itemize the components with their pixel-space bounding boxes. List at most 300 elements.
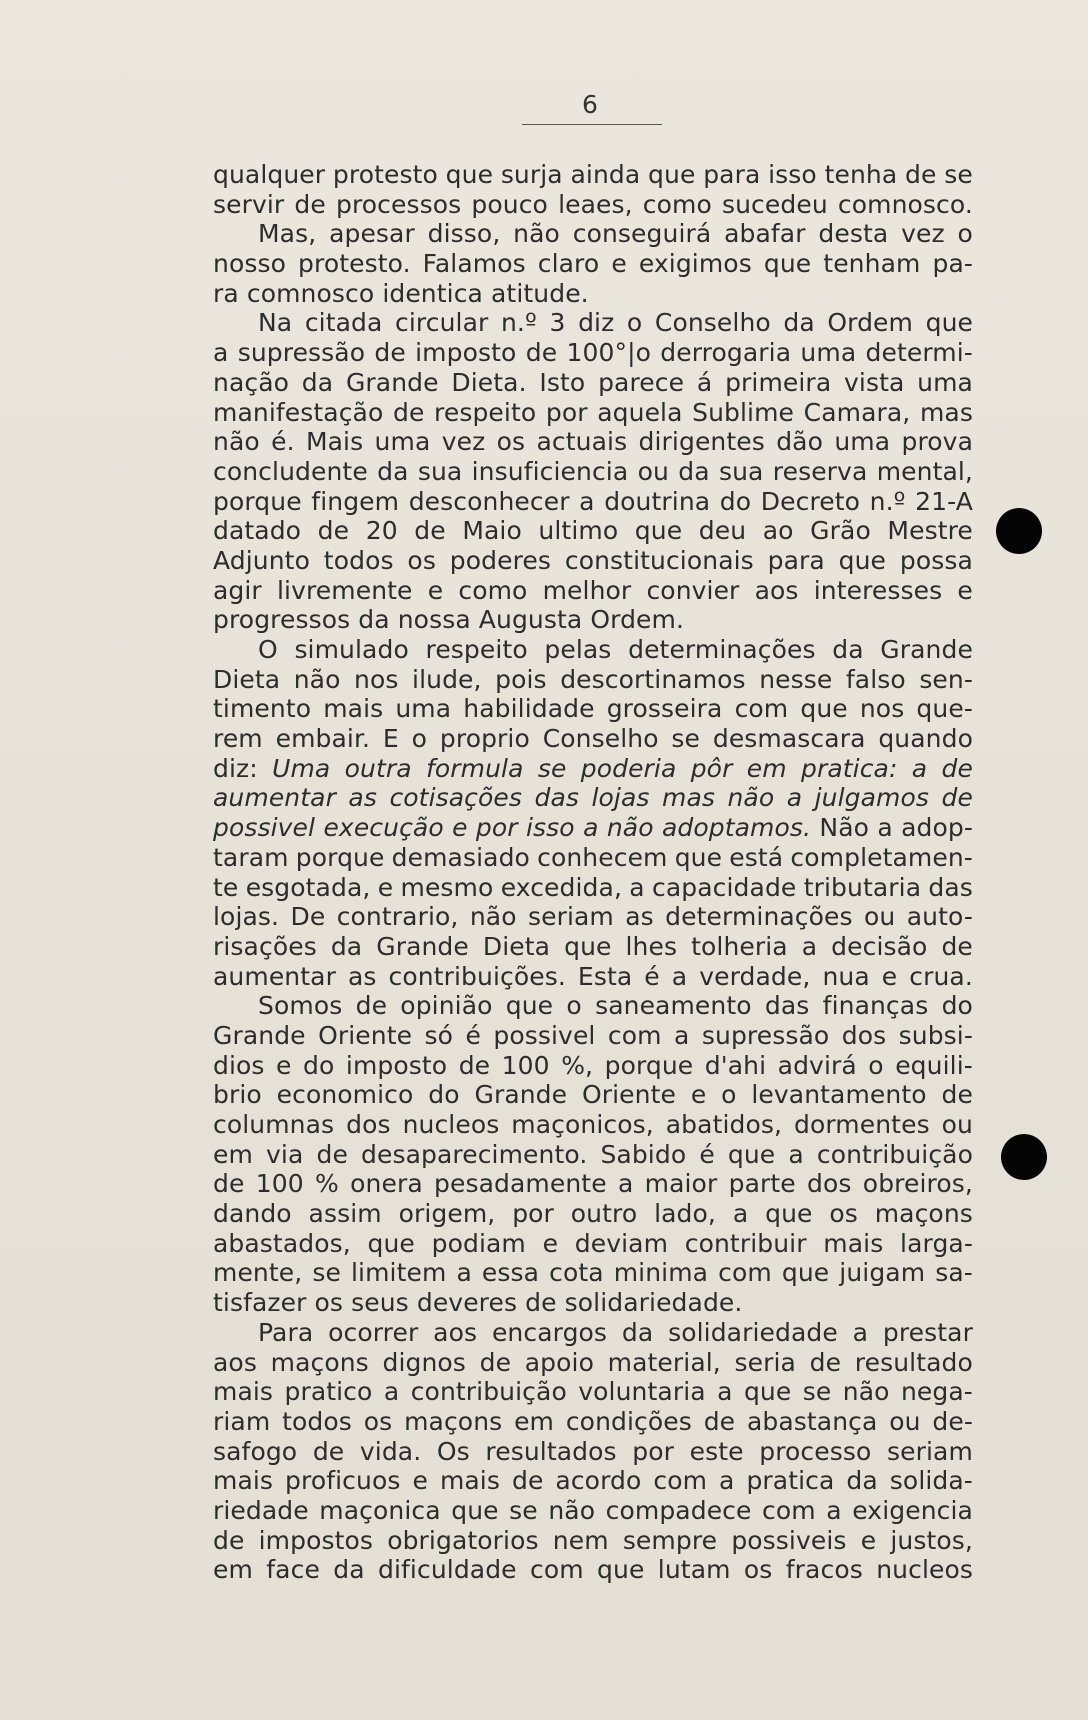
text-word: com bbox=[653, 1466, 708, 1496]
text-word: 100°|o bbox=[566, 338, 651, 368]
text-word: juigam bbox=[839, 1258, 926, 1288]
text-word: obreiros, bbox=[862, 1169, 973, 1199]
text-word: dão bbox=[776, 427, 823, 457]
text-line bbox=[213, 991, 973, 1021]
text-word: de bbox=[392, 397, 425, 427]
text-word: minima bbox=[613, 1258, 709, 1288]
text-word: abastados, bbox=[213, 1228, 351, 1258]
text-word: exigencia bbox=[852, 1495, 973, 1525]
text-word: da bbox=[358, 605, 390, 635]
text-word: 100 bbox=[501, 1050, 550, 1080]
text-line bbox=[213, 1258, 973, 1288]
text-word: proprio bbox=[439, 724, 530, 754]
text-word: esgotada, bbox=[245, 872, 371, 902]
text-word: a bbox=[383, 1377, 400, 1407]
text-word: atitude. bbox=[491, 278, 589, 308]
text-word: a bbox=[719, 1466, 735, 1496]
text-word: maçonicos, bbox=[511, 1110, 654, 1139]
text-word: aquela bbox=[597, 397, 683, 427]
text-word: prestar bbox=[882, 1317, 973, 1347]
text-word: obrigatorios bbox=[387, 1525, 539, 1555]
text-word: de bbox=[374, 338, 406, 368]
text-word: te bbox=[213, 872, 239, 902]
text-word: Ordem bbox=[827, 308, 913, 338]
text-word: contribuir bbox=[684, 1228, 807, 1258]
text-word: possiveis bbox=[731, 1525, 847, 1555]
text-word: pelas bbox=[544, 635, 612, 664]
text-word: e bbox=[542, 1228, 559, 1258]
text-word: que bbox=[743, 1377, 792, 1407]
text-word: de bbox=[294, 189, 326, 219]
text-word: os bbox=[496, 427, 526, 457]
text-line bbox=[213, 1437, 973, 1467]
text-word: simulado bbox=[294, 635, 409, 664]
text-word: sen- bbox=[919, 664, 973, 694]
text-word: das bbox=[764, 991, 810, 1021]
text-word: diz: bbox=[213, 753, 258, 783]
text-word: Adjunto bbox=[213, 545, 310, 575]
text-line bbox=[213, 754, 973, 784]
text-word: Somos bbox=[258, 991, 343, 1021]
text-word: solida- bbox=[889, 1466, 973, 1496]
text-word: justos, bbox=[890, 1525, 973, 1555]
text-word: 21-A bbox=[915, 486, 973, 516]
text-word: datado bbox=[213, 516, 302, 546]
text-line bbox=[213, 1169, 973, 1199]
text-word: ao bbox=[762, 516, 794, 546]
text-word: Dieta bbox=[482, 931, 551, 961]
text-word: apesar bbox=[329, 219, 415, 249]
text-word: condições bbox=[565, 1406, 692, 1436]
text-word: Mas, bbox=[258, 219, 317, 249]
text-word: crua. bbox=[909, 961, 973, 991]
text-word: 3 bbox=[549, 308, 566, 338]
text-word: resultados bbox=[485, 1436, 617, 1466]
text-word: da bbox=[301, 367, 334, 397]
text-word: desta bbox=[818, 219, 889, 249]
text-word: contribuição bbox=[410, 1377, 567, 1407]
text-word: conhecem bbox=[537, 842, 668, 872]
text-word: mas bbox=[662, 783, 715, 813]
text-word: qualquer bbox=[213, 160, 326, 189]
text-word: abatidos, bbox=[665, 1110, 783, 1139]
text-word: vida. bbox=[359, 1436, 422, 1466]
text-word: porque bbox=[604, 1050, 694, 1080]
text-word: habilidade bbox=[463, 694, 595, 724]
text-word: surja bbox=[500, 160, 563, 189]
text-word: Camara, bbox=[803, 397, 911, 427]
text-word: falso bbox=[845, 664, 906, 694]
text-word: columnas bbox=[213, 1110, 335, 1139]
text-word: a bbox=[671, 961, 688, 991]
text-word: o bbox=[957, 219, 973, 249]
text-word: fingem bbox=[311, 486, 400, 516]
text-word: e bbox=[690, 1080, 707, 1110]
text-word: grosseira bbox=[606, 694, 723, 724]
text-word: seria bbox=[734, 1347, 796, 1377]
text-line bbox=[213, 1110, 973, 1140]
text-word: isso bbox=[768, 160, 817, 189]
text-word: formula bbox=[425, 753, 524, 783]
text-word: Os bbox=[436, 1436, 470, 1466]
text-word: ou bbox=[637, 456, 669, 486]
text-word: dignos bbox=[382, 1347, 466, 1377]
text-line bbox=[213, 398, 973, 428]
text-word: se bbox=[802, 1377, 832, 1407]
text-word: impostos bbox=[258, 1525, 374, 1555]
text-word: dificuldade bbox=[378, 1555, 517, 1585]
text-word: lojas bbox=[591, 783, 650, 813]
text-word: Grande bbox=[474, 1080, 568, 1110]
text-word: 100 bbox=[255, 1169, 304, 1199]
text-word: quando bbox=[878, 724, 973, 754]
text-word: possa bbox=[899, 545, 973, 575]
text-line bbox=[213, 160, 973, 190]
text-line bbox=[213, 457, 973, 487]
text-word: dos bbox=[841, 1020, 887, 1050]
text-word: finanças bbox=[822, 991, 929, 1021]
text-word: concludente bbox=[213, 456, 368, 486]
text-word: se bbox=[312, 1258, 341, 1288]
text-line bbox=[213, 1021, 973, 1051]
text-line bbox=[213, 1051, 973, 1081]
text-line bbox=[213, 813, 973, 843]
text-word: uma bbox=[395, 694, 452, 724]
text-word: os bbox=[743, 1555, 773, 1585]
text-word: de bbox=[511, 1466, 544, 1496]
text-word: comnosco. bbox=[837, 189, 973, 219]
text-word: Decreto bbox=[760, 486, 861, 516]
text-word: imposto bbox=[415, 338, 517, 368]
text-word: taram bbox=[213, 842, 289, 872]
text-word: uma bbox=[800, 338, 857, 368]
text-word: de bbox=[941, 753, 973, 783]
text-word: respeito bbox=[434, 397, 537, 427]
text-word: conseguirá bbox=[572, 219, 712, 249]
text-word: que- bbox=[916, 694, 973, 724]
text-word: uma bbox=[374, 427, 431, 457]
text-word: de bbox=[941, 931, 973, 961]
text-word: e bbox=[276, 1050, 292, 1080]
text-word: e bbox=[881, 961, 898, 991]
text-word: ou bbox=[941, 1110, 973, 1139]
text-word: podiam bbox=[431, 1228, 526, 1258]
text-word: vez bbox=[441, 427, 486, 457]
text-word: com bbox=[762, 1495, 816, 1525]
text-word: se bbox=[537, 753, 567, 783]
text-word: pratica bbox=[746, 1466, 835, 1496]
text-word: risações bbox=[213, 931, 317, 961]
text-word: excedida, bbox=[500, 872, 622, 902]
text-word: da bbox=[333, 1555, 365, 1585]
text-word: progressos bbox=[213, 605, 351, 635]
text-word: que bbox=[727, 1139, 776, 1169]
text-word: desmascara bbox=[712, 724, 866, 754]
text-word: nos bbox=[354, 664, 399, 694]
text-line bbox=[213, 724, 973, 754]
body-text bbox=[213, 160, 973, 1585]
text-word: maçons bbox=[270, 1347, 369, 1377]
text-word: não bbox=[513, 219, 560, 249]
text-line bbox=[213, 1496, 973, 1526]
text-word: se bbox=[509, 1495, 538, 1525]
text-word: execução bbox=[323, 813, 444, 843]
text-line bbox=[213, 368, 973, 398]
text-word: respeito bbox=[425, 635, 528, 664]
text-word: d'ahi bbox=[704, 1050, 767, 1080]
text-word: proficuos bbox=[285, 1466, 401, 1496]
text-word: maçons bbox=[874, 1199, 973, 1229]
text-word: seus bbox=[351, 1288, 409, 1318]
text-word: em bbox=[213, 1139, 253, 1169]
text-word: limitem bbox=[350, 1258, 447, 1288]
text-word: nossa bbox=[397, 605, 471, 635]
text-word: como bbox=[642, 189, 712, 219]
text-word: do bbox=[303, 1050, 335, 1080]
text-word: a bbox=[852, 1317, 869, 1347]
text-word: saneamento bbox=[595, 991, 752, 1021]
text-word: pesadamente bbox=[434, 1169, 607, 1199]
text-word: nosso bbox=[213, 249, 286, 279]
text-word: se bbox=[944, 160, 973, 189]
text-word: Grande bbox=[880, 635, 973, 664]
text-word: tenham bbox=[823, 249, 921, 279]
text-word: Maio bbox=[462, 516, 522, 546]
text-word: uma bbox=[917, 367, 973, 397]
text-word: e bbox=[377, 872, 394, 902]
text-word: melhor bbox=[542, 575, 632, 605]
text-word: Na bbox=[258, 308, 293, 338]
text-word: face bbox=[266, 1555, 320, 1585]
text-word: pois bbox=[495, 664, 547, 694]
text-word: determinações bbox=[665, 902, 853, 932]
text-word: de bbox=[703, 1406, 736, 1436]
text-word: primeira bbox=[725, 367, 832, 397]
text-word: determi- bbox=[865, 338, 973, 368]
text-word: da bbox=[330, 931, 363, 961]
text-word: os bbox=[829, 1199, 858, 1229]
text-word: a bbox=[911, 753, 928, 783]
text-word: O bbox=[258, 635, 278, 664]
text-word: solidariedade bbox=[668, 1317, 838, 1347]
text-word: protesto bbox=[332, 160, 438, 189]
text-word: ocorrer bbox=[328, 1317, 419, 1347]
text-word: que bbox=[763, 249, 812, 279]
text-word: da bbox=[846, 1466, 878, 1496]
text-word: da bbox=[678, 456, 710, 486]
text-word: porque bbox=[213, 486, 302, 516]
text-word: pratica: bbox=[800, 753, 898, 783]
text-word: todos bbox=[282, 1406, 352, 1436]
text-line bbox=[213, 427, 973, 457]
text-word: disso, bbox=[427, 219, 501, 249]
text-word: e bbox=[427, 575, 444, 605]
text-word: n.º bbox=[869, 486, 906, 516]
text-word: parte bbox=[728, 1169, 796, 1199]
text-word: por bbox=[545, 397, 588, 427]
text-line bbox=[213, 1377, 973, 1407]
text-word: a bbox=[801, 931, 818, 961]
text-line bbox=[213, 546, 973, 576]
text-word: desaparecimento. bbox=[361, 1139, 588, 1169]
text-word: poderia bbox=[580, 753, 677, 783]
text-word: e bbox=[957, 575, 973, 605]
text-word: é bbox=[465, 1020, 481, 1050]
text-word: este bbox=[689, 1436, 744, 1466]
text-word: Conselho bbox=[654, 308, 771, 338]
text-word: imposto bbox=[345, 1050, 448, 1080]
text-word: Isto bbox=[539, 367, 586, 397]
text-line bbox=[213, 190, 973, 220]
text-line bbox=[213, 932, 973, 962]
text-word: ultimo bbox=[538, 516, 619, 546]
text-word: de bbox=[525, 338, 558, 368]
text-word: de bbox=[941, 1080, 973, 1110]
text-word: em bbox=[514, 1406, 555, 1436]
text-word: o bbox=[868, 1050, 884, 1080]
text-line bbox=[213, 219, 973, 249]
text-word: como bbox=[458, 575, 528, 605]
text-word: pouco bbox=[471, 189, 548, 219]
text-word: resultado bbox=[854, 1347, 973, 1377]
page-number-rule bbox=[522, 124, 662, 125]
text-word: a bbox=[617, 1169, 634, 1199]
text-word: Uma bbox=[272, 753, 331, 783]
text-word: capacidade bbox=[652, 872, 797, 902]
text-word: julgamos bbox=[814, 783, 929, 813]
text-word: todos bbox=[323, 545, 394, 575]
text-word: decisão bbox=[831, 931, 928, 961]
text-word: que bbox=[597, 1555, 645, 1585]
text-word: para bbox=[703, 160, 761, 189]
text-word: maçonica bbox=[319, 1495, 441, 1525]
text-word: Oriente bbox=[318, 1020, 413, 1050]
text-word: da bbox=[621, 1317, 654, 1347]
text-word: sua bbox=[417, 456, 463, 486]
text-line bbox=[213, 902, 973, 932]
text-word: convier bbox=[646, 575, 740, 605]
text-word: mais bbox=[213, 1377, 274, 1407]
text-word: descortinamos bbox=[560, 664, 746, 694]
text-word: os bbox=[407, 545, 436, 575]
text-word: á bbox=[696, 367, 713, 397]
text-word: completamen- bbox=[790, 842, 973, 872]
text-word: das bbox=[534, 783, 580, 813]
text-word: que bbox=[838, 545, 887, 575]
text-word: insuficiencia bbox=[471, 456, 629, 486]
text-word: nem bbox=[552, 1525, 609, 1555]
text-line bbox=[213, 1466, 973, 1496]
text-word: aos bbox=[754, 575, 799, 605]
text-word: não bbox=[213, 427, 260, 457]
text-word: mental, bbox=[876, 456, 973, 486]
text-word: Mestre bbox=[887, 516, 973, 546]
text-word: voluntaria bbox=[578, 1377, 706, 1407]
text-word: safogo bbox=[213, 1436, 298, 1466]
text-word: solidariedade. bbox=[564, 1288, 743, 1318]
text-word: a bbox=[213, 338, 229, 368]
text-word: equili- bbox=[895, 1050, 973, 1080]
text-word: constitucionais bbox=[564, 545, 754, 575]
text-word: adoptamos. bbox=[661, 813, 812, 843]
text-word: sua bbox=[718, 456, 764, 486]
text-word: circular bbox=[395, 308, 489, 338]
text-word: é bbox=[699, 1139, 715, 1169]
text-word: dando bbox=[213, 1199, 292, 1229]
text-word: maior bbox=[644, 1169, 718, 1199]
text-word: acordo bbox=[555, 1466, 642, 1496]
text-word: assim bbox=[308, 1199, 382, 1229]
text-word: aos bbox=[213, 1347, 257, 1377]
text-word: o bbox=[721, 1080, 737, 1110]
text-word: de bbox=[525, 1288, 557, 1318]
text-word: maçons bbox=[404, 1406, 503, 1436]
text-word: ilude, bbox=[412, 664, 482, 694]
text-word: as bbox=[625, 902, 654, 932]
text-word: ou bbox=[864, 902, 896, 932]
text-word: derrogaria bbox=[660, 338, 792, 368]
text-word: demasiado bbox=[391, 842, 530, 872]
text-word: doutrina bbox=[604, 486, 711, 516]
text-word: dormentes bbox=[794, 1110, 930, 1139]
text-word: compadece bbox=[605, 1495, 752, 1525]
text-word: que bbox=[564, 931, 612, 961]
text-word: e bbox=[611, 249, 627, 279]
text-line bbox=[213, 338, 973, 368]
text-word: E bbox=[382, 724, 399, 754]
text-word: contrario, bbox=[336, 902, 459, 932]
text-word: dios bbox=[213, 1050, 265, 1080]
text-word: isso bbox=[526, 813, 575, 843]
text-line bbox=[213, 1229, 973, 1259]
text-word: mais bbox=[823, 1228, 884, 1258]
text-word: que bbox=[648, 160, 696, 189]
text-word: a bbox=[786, 783, 803, 813]
text-word: o bbox=[411, 724, 428, 754]
text-word: os bbox=[314, 1288, 344, 1318]
text-word: Grão bbox=[810, 516, 871, 546]
text-word: % bbox=[315, 1169, 339, 1199]
text-word: de bbox=[941, 783, 973, 813]
text-word: processo bbox=[759, 1436, 872, 1466]
text-word: dos bbox=[807, 1169, 852, 1199]
text-word: comnosco bbox=[246, 278, 375, 308]
text-word: em bbox=[746, 753, 787, 783]
text-word: apoio bbox=[524, 1347, 594, 1377]
text-word: contribuições. bbox=[388, 961, 566, 991]
binder-hole-top bbox=[996, 508, 1042, 554]
text-word: Grande bbox=[213, 1020, 306, 1050]
text-word: sucedeu bbox=[721, 189, 828, 219]
text-word: ra bbox=[213, 278, 239, 308]
text-word: que bbox=[367, 1228, 415, 1258]
text-word: por bbox=[475, 813, 518, 843]
text-word: com bbox=[734, 694, 789, 724]
text-word: pratico bbox=[284, 1377, 373, 1407]
text-word: possivel bbox=[493, 1020, 596, 1050]
text-word: abafar bbox=[724, 219, 806, 249]
text-word: Para bbox=[258, 1317, 314, 1347]
text-word: claro bbox=[537, 249, 600, 279]
text-word: actuais bbox=[536, 427, 628, 457]
text-word: tributaria bbox=[803, 872, 922, 902]
text-word: nação bbox=[213, 367, 290, 397]
text-word: mesmo bbox=[400, 872, 494, 902]
text-word: larga- bbox=[900, 1228, 973, 1258]
text-word: economico bbox=[276, 1080, 414, 1110]
text-word: a bbox=[826, 1495, 842, 1525]
text-word: do bbox=[719, 486, 752, 516]
